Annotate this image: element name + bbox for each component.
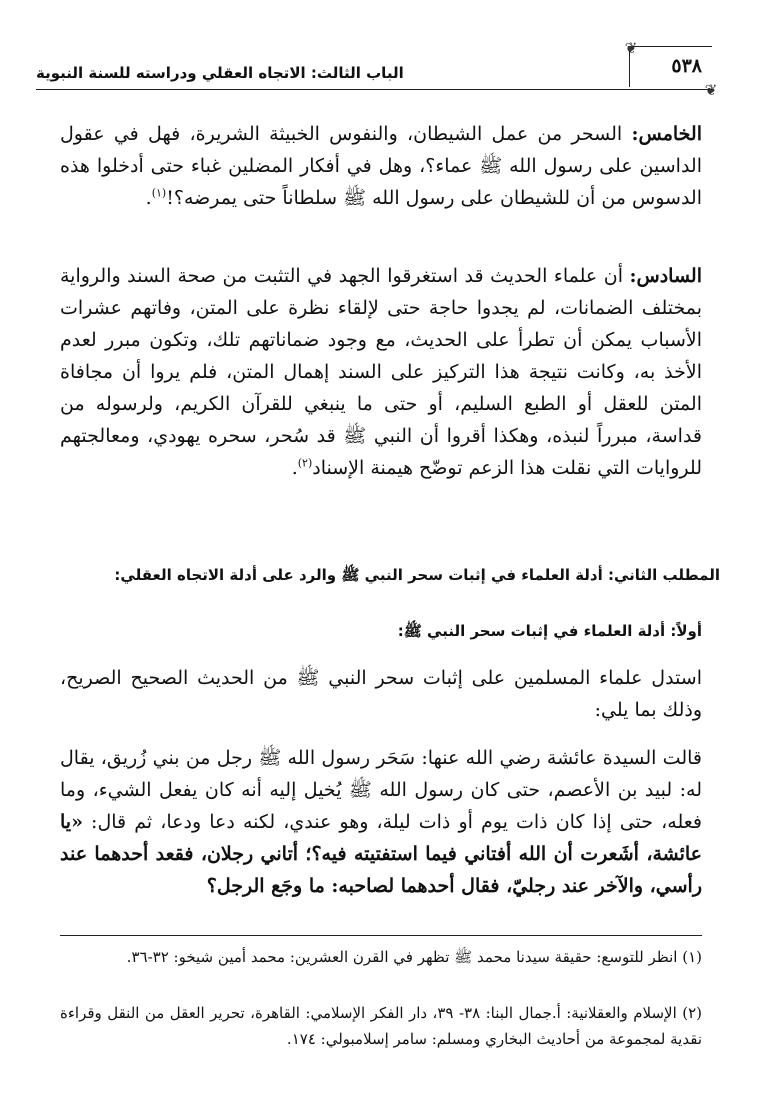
footnote-rule (60, 935, 702, 936)
page-number-box (624, 39, 718, 99)
footnote-ref[interactable]: (٢) (297, 456, 313, 470)
hadith-narration: قالت السيدة عائشة رضي الله عنها: سَحَر رسول الله ﷺ رجل من بني زُريق، يقال له: لبيد بن الأعصم، حتى كان رسول الله ﷺ يُخيل إليه أنه كان يفعل الشيء، وما فعله، حتى إذا كان ذات يوم أو ذات ليلة، وهو عندي، لكنه دعا ودعا، ثم قال: (60, 747, 702, 833)
hadith-paragraph (60, 742, 702, 902)
page-number: ٥٣٨ (671, 55, 702, 77)
sub-heading: أولاً: أدلة العلماء في إثبات سحر النبي ﷺ: (397, 622, 702, 640)
intro-text: استدل علماء المسلمين على إثبات سحر النبي ﷺ من الحديث الصحيح الصريح، وذلك بما يلي: (60, 667, 702, 721)
page-header (36, 39, 718, 99)
footnote-ref[interactable]: (١) (151, 186, 167, 200)
section-heading: المطلب الثاني: أدلة العلماء في إثبات سحر النبي ﷺ والرد على أدلة الاتجاه العقلي: (114, 566, 720, 584)
paragraph-sixth (60, 260, 702, 484)
paragraph-text: السحر من عمل الشيطان، والنفوس الخبيثة الشريرة، فهل في عقول الداسين على رسول الله ﷺ عماء؟، وهل في أفكار المضلين غباء حتى أدخلوا هذه الدسوس من أن للشيطان على رسول الله ﷺ سلطاناً حتى يمرضه؟! (60, 123, 702, 209)
header-rule (36, 89, 712, 90)
running-title: الباب الثالث: الاتجاه العقلي ودراسته للسنة النبوية (36, 64, 404, 82)
floral-ornament-icon: ❦ (624, 39, 638, 57)
paragraph-fifth (60, 118, 702, 214)
paragraph-lead: السادس: (629, 265, 702, 287)
floral-ornament-icon: ❦ (704, 81, 718, 99)
hadith-quote: «يا عائشة، أشَعرت أن الله أفتاني فيما استفتيته فيه؟؛ أتاني رجلان، فقعد أحدهما عند رأسي، والآخر عند رجليّ، فقال أحدهما لصاحبه: ما وجَع الرجل؟ (60, 811, 702, 897)
paragraph-text: أن علماء الحديث قد استغرقوا الجهد في التثبت من صحة السند والرواية بمختلف الضمانات، لم يجدوا حاجة حتى لإلقاء نظرة على المتن، وفاتهم عشرات الأسباب يمكن أن تطرأ على الحديث، مع وجود ضماناتهم تلك، وتكون مبرر لعدم الأخذ به، وكانت نتيجة هذا التركيز على السند إهمال المتن، فلم يروا أن مجافاة المتن للعقل أو الطبع السليم، أو حتى ما ينبغي للقرآن الكريم، ولرسوله من قداسة، مبرراً لنبذه، وهكذا أقروا أن النبي ﷺ قد سُحر، سحره يهودي، ومعالجتهم للروايات التي نقلت هذا الزعم توضّح هيمنة الإسناد (60, 265, 702, 479)
paragraph-lead: الخامس: (631, 123, 702, 145)
footnote-1: (١) انظر للتوسع: حقيقة سيدنا محمد ﷺ تظهر في القرن العشرين: محمد أمين شيخو: ٣٢-٣٦. (126, 948, 702, 966)
footnote-2: (٢) الإسلام والعقلانية: أ.جمال البنا: ٣٨- ٣٩، دار الفكر الإسلامي: القاهرة، تحرير العقل من النقل وقراءة نقدية لمجموعة من أحاديث البخاري ومسلم: سامر إسلامبولي: ١٧٤. (60, 1004, 702, 1048)
paragraph-tail: . (291, 457, 298, 479)
paragraph-tail: . (145, 187, 152, 209)
intro-paragraph (60, 662, 702, 726)
